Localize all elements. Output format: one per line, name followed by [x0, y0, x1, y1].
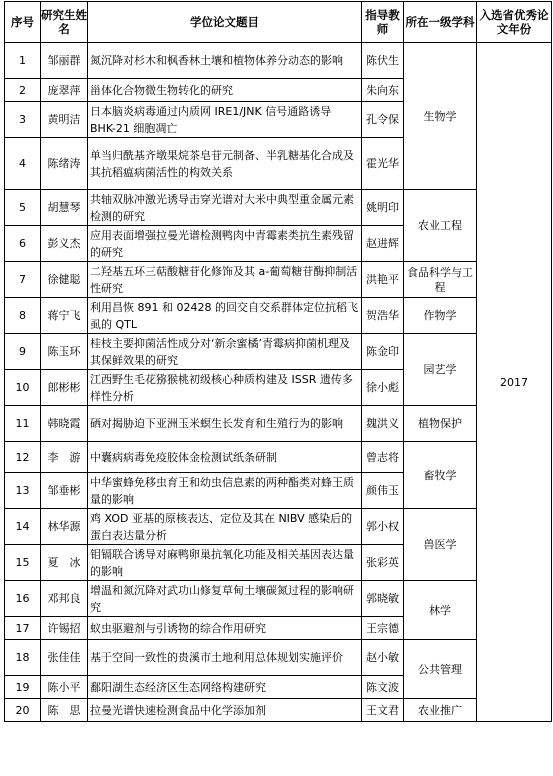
header-year: 入选省优秀论文年份	[477, 2, 552, 43]
header-advisor: 指导教师	[362, 2, 404, 43]
row-name: 黄明洁	[41, 102, 88, 138]
header-title: 学位论文题目	[88, 2, 362, 43]
row-title: 利用昌恢 891 和 02428 的回交自交系群体定位抗稻飞虱的 QTL	[88, 298, 362, 334]
row-name: 邓邦良	[41, 581, 88, 617]
table-row	[5, 640, 552, 676]
table-row	[5, 581, 552, 617]
row-title: 中华蜜蜂免移虫育王和幼虫信息素的两种酯类对蜂王质量的影响	[88, 473, 362, 509]
row-name: 胡慧琴	[41, 190, 88, 226]
table-row	[5, 190, 552, 226]
table-row	[5, 262, 552, 298]
row-name: 庞翠萍	[41, 79, 88, 102]
row-name: 许锡招	[41, 617, 88, 640]
row-no: 19	[5, 676, 41, 699]
table-row	[5, 334, 552, 370]
table-row	[5, 699, 552, 722]
discipline-cell: 林学	[404, 581, 477, 640]
row-no: 20	[5, 699, 41, 722]
row-name: 郎彬彬	[41, 370, 88, 406]
header-name: 研究生姓名	[41, 2, 88, 43]
row-no: 8	[5, 298, 41, 334]
row-advisor: 陈金印	[362, 334, 404, 370]
row-name: 张佳佳	[41, 640, 88, 676]
row-advisor: 曾志将	[362, 442, 404, 473]
row-advisor: 赵进辉	[362, 226, 404, 262]
row-title: 二羟基五环三萜酸糖苷化修饰及其 a-葡萄糖苷酶抑制活性研究	[88, 262, 362, 298]
row-title: 硒对揭胁迫下亚洲玉米螟生长发育和生殖行为的影响	[88, 406, 362, 442]
row-title: 基于空间一致性的贵溪市土地利用总体规划实施评价	[88, 640, 362, 676]
row-title: 钼镉联合诱导对麻鸭卵巢抗氧化功能及相关基因表达量的影响	[88, 545, 362, 581]
year-cell: 2017	[477, 43, 552, 722]
header-row	[5, 2, 552, 43]
discipline-cell: 农业工程	[404, 190, 477, 262]
row-no: 10	[5, 370, 41, 406]
row-advisor: 贺浩华	[362, 298, 404, 334]
row-name: 邹垂彬	[41, 473, 88, 509]
row-title: 应用表面增强拉曼光谱检测鸭肉中青霉素类抗生素残留的研究	[88, 226, 362, 262]
discipline-cell: 作物学	[404, 298, 477, 334]
row-no: 15	[5, 545, 41, 581]
row-name: 彭义杰	[41, 226, 88, 262]
discipline-cell: 园艺学	[404, 334, 477, 406]
row-no: 3	[5, 102, 41, 138]
discipline-cell: 公共管理	[404, 640, 477, 699]
row-advisor: 赵小敏	[362, 640, 404, 676]
row-title: 单当归酰基齐墩果烷茶皂苷元制备、半乳糖基化合成及其抗稻瘟病菌活性的构效关系	[88, 138, 362, 190]
row-no: 5	[5, 190, 41, 226]
row-title: 鸡 XOD 亚基的原核表达、定位及其在 NIBV 感染后的蛋白表达量分析	[88, 509, 362, 545]
row-title: 桂枝主要抑菌活性成分对‘新余蜜橘’青霉病抑菌机理及其保鲜效果的研究	[88, 334, 362, 370]
row-no: 4	[5, 138, 41, 190]
table-row	[5, 509, 552, 545]
row-title: 甾体化合物微生物转化的研究	[88, 79, 362, 102]
row-title: 鄱阳湖生态经济区生态网络构建研究	[88, 676, 362, 699]
row-advisor: 朱向东	[362, 79, 404, 102]
table-row	[5, 43, 552, 79]
row-no: 12	[5, 442, 41, 473]
row-advisor: 霍光华	[362, 138, 404, 190]
row-advisor: 魏洪义	[362, 406, 404, 442]
row-no: 13	[5, 473, 41, 509]
row-title: 拉曼光谱快速检测食品中化学添加剂	[88, 699, 362, 722]
row-name: 徐健聪	[41, 262, 88, 298]
row-name: 李 游	[41, 442, 88, 473]
discipline-cell: 生物学	[404, 43, 477, 190]
row-advisor: 姚明印	[362, 190, 404, 226]
row-name: 夏 冰	[41, 545, 88, 581]
row-title: 江西野生毛花猕猴桃初级核心种质构建及 ISSR 遗传多样性分析	[88, 370, 362, 406]
row-no: 7	[5, 262, 41, 298]
row-name: 邹丽群	[41, 43, 88, 79]
row-advisor: 孔令保	[362, 102, 404, 138]
row-advisor: 陈伏生	[362, 43, 404, 79]
row-advisor: 陈文波	[362, 676, 404, 699]
row-no: 18	[5, 640, 41, 676]
discipline-cell: 农业推广	[404, 699, 477, 722]
discipline-cell: 食品科学与工程	[404, 262, 477, 298]
row-title: 中囊病病毒免疫胶体金检测试纸条研制	[88, 442, 362, 473]
row-advisor: 徐小彪	[362, 370, 404, 406]
row-advisor: 洪艳平	[362, 262, 404, 298]
row-title: 氮沉降对杉木和枫香林土壤和植物体养分动态的影响	[88, 43, 362, 79]
header-no: 序号	[5, 2, 41, 43]
row-advisor: 郭小权	[362, 509, 404, 545]
header-discipline: 所在一级学科	[404, 2, 477, 43]
row-name: 陈小平	[41, 676, 88, 699]
discipline-cell: 植物保护	[404, 406, 477, 442]
row-title: 日本脑炎病毒通过内质网 IRE1/JNK 信号通路诱导 BHK-21 细胞凋亡	[88, 102, 362, 138]
row-no: 16	[5, 581, 41, 617]
row-title: 增温和氮沉降对武功山修复草甸土壤碳氮过程的影响研究	[88, 581, 362, 617]
row-name: 陈玉环	[41, 334, 88, 370]
row-no: 17	[5, 617, 41, 640]
table-row	[5, 406, 552, 442]
row-title: 蚁虫驱避剂与引诱物的综合作用研究	[88, 617, 362, 640]
thesis-table	[4, 1, 552, 722]
discipline-cell: 兽医学	[404, 509, 477, 581]
row-name: 韩晓霞	[41, 406, 88, 442]
row-advisor: 王宗德	[362, 617, 404, 640]
table-row	[5, 442, 552, 473]
row-advisor: 颜伟玉	[362, 473, 404, 509]
row-title: 共轴双脉冲激光诱导击穿光谱对大米中典型重金属元素检测的研究	[88, 190, 362, 226]
row-name: 陈绪涛	[41, 138, 88, 190]
row-no: 6	[5, 226, 41, 262]
row-no: 1	[5, 43, 41, 79]
row-no: 9	[5, 334, 41, 370]
row-name: 蒋宁飞	[41, 298, 88, 334]
row-no: 14	[5, 509, 41, 545]
table-row	[5, 298, 552, 334]
row-advisor: 张彩英	[362, 545, 404, 581]
row-advisor: 郭晓敏	[362, 581, 404, 617]
row-advisor: 王文君	[362, 699, 404, 722]
row-name: 陈 思	[41, 699, 88, 722]
row-no: 11	[5, 406, 41, 442]
discipline-cell: 畜牧学	[404, 442, 477, 509]
row-no: 2	[5, 79, 41, 102]
row-name: 林华源	[41, 509, 88, 545]
